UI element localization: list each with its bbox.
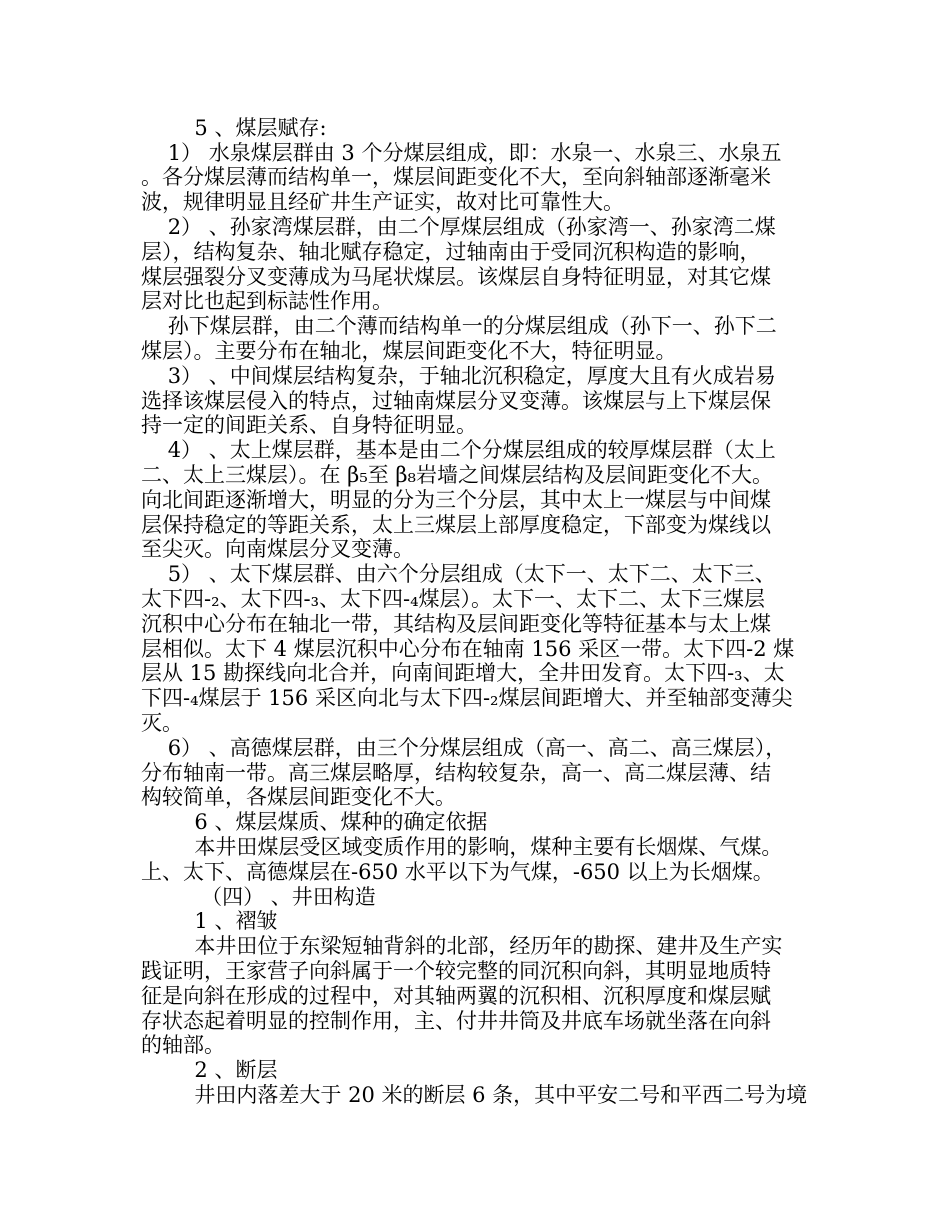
text-line: 井田内落差大于 20 米的断层 6 条，其中平安二号和平西二号为境 <box>141 1083 808 1107</box>
text-line: 4） 、太上煤层群，基本是由二个分煤层组成的较厚煤层群（太上 <box>141 438 776 462</box>
text-line: 本井田位于东梁短轴背斜的北部，经历年的勘探、建井及生产实 <box>141 934 783 958</box>
text-line: 层相似。太下 4 煤层沉积中心分布在轴南 156 采区一带。太下四-2 煤 <box>141 637 795 661</box>
text-line: 层），结构复杂、轴北赋存稳定，过轴南由于受同沉积构造的影响， <box>141 240 761 264</box>
text-line: 践证明，王家营子向斜属于一个较完整的同沉积向斜，其明显地质特 <box>141 959 771 983</box>
text-line: 5 、煤层赋存: <box>141 116 327 140</box>
text-line: 征是向斜在形成的过程中，对其轴两翼的沉积相、沉积厚度和煤层赋 <box>141 984 771 1008</box>
text-line: 孙下煤层群，由二个薄而结构单一的分煤层组成（孙下一、孙下二 <box>141 314 777 338</box>
text-line: 的轴部。 <box>141 1033 225 1057</box>
text-line: 层对比也起到标誌性作用。 <box>141 289 393 313</box>
text-line: 二、太上三煤层）。在 β₅至 β₈岩墙之间煤层结构及层间距变化不大。 <box>141 463 773 487</box>
text-line: 向北间距逐渐增大，明显的分为三个分层，其中太上一煤层与中间煤 <box>141 488 771 512</box>
text-line: 1） 水泉煤层群由 3 个分煤层组成，即：水泉一、水泉三、水泉五 <box>141 141 782 165</box>
text-line: 6） 、高德煤层群，由三个分煤层组成（高一、高二、高三煤层）， <box>141 736 787 760</box>
text-line: 下四-₄煤层于 156 采区向北与太下四-₂煤层间距增大、并至轴部变薄尖 <box>141 686 793 710</box>
text-line: 2 、断层 <box>141 1058 278 1082</box>
text-line: 层从 15 勘探线向北合并，向南间距增大，全井田发育。太下四-₃、太 <box>141 661 785 685</box>
text-line: 2） 、孙家湾煤层群，由二个厚煤层组成（孙家湾一、孙家湾二煤 <box>141 215 776 239</box>
text-line: 构较简单，各煤层间距变化不大。 <box>141 785 456 809</box>
text-line: 存状态起着明显的控制作用，主、付井井筒及井底车场就坐落在向斜 <box>141 1009 771 1033</box>
text-line: 选择该煤层侵入的特点，过轴南煤层分叉变薄。该煤层与上下煤层保 <box>141 389 771 413</box>
text-line: 。各分煤层薄而结构单一，煤层间距变化不大，至向斜轴部逐渐毫米 <box>141 165 771 189</box>
text-line: （四） 、井田构造 <box>141 885 376 909</box>
text-line: 沉积中心分布在轴北一带，其结构及层间距变化等特征基本与太上煤 <box>141 612 771 636</box>
text-line: 3） 、中间煤层结构复杂，于轴北沉积稳定，厚度大且有火成岩易 <box>141 364 776 388</box>
text-line: 层保持稳定的等距关系，太上三煤层上部厚度稳定，下部变为煤线以 <box>141 513 771 537</box>
text-line: 太下四-₂、太下四-₃、太下四-₄煤层）。太下一、太下二、太下三煤层 <box>141 587 766 611</box>
text-line: 6 、煤层煤质、煤种的确定依据 <box>141 810 488 834</box>
text-line: 5） 、太下煤层群、由六个分层组成（太下一、太下二、太下三、 <box>141 562 776 586</box>
text-line: 煤层）。主要分布在轴北，煤层间距变化不大，特征明显。 <box>141 339 677 363</box>
text-line: 至尖灭。向南煤层分叉变薄。 <box>141 537 414 561</box>
text-line: 1 、褶皱 <box>141 909 278 933</box>
text-line: 灭。 <box>141 711 183 735</box>
text-line: 上、太下、高德煤层在-650 水平以下为气煤，-650 以上为长烟煤。 <box>141 860 774 884</box>
text-line: 持一定的间距关系、自身特征明显。 <box>141 413 477 437</box>
text-line: 煤层强裂分叉变薄成为马尾状煤层。该煤层自身特征明显，对其它煤 <box>141 265 771 289</box>
text-line: 本井田煤层受区域变质作用的影响，煤种主要有长烟煤、气煤。 <box>141 835 783 859</box>
text-line: 分布轴南一带。高三煤层略厚，结构较复杂，高一、高二煤层薄、结 <box>141 761 771 785</box>
text-line: 波，规律明显且经矿井生产证实，故对比可靠性大。 <box>141 190 624 214</box>
